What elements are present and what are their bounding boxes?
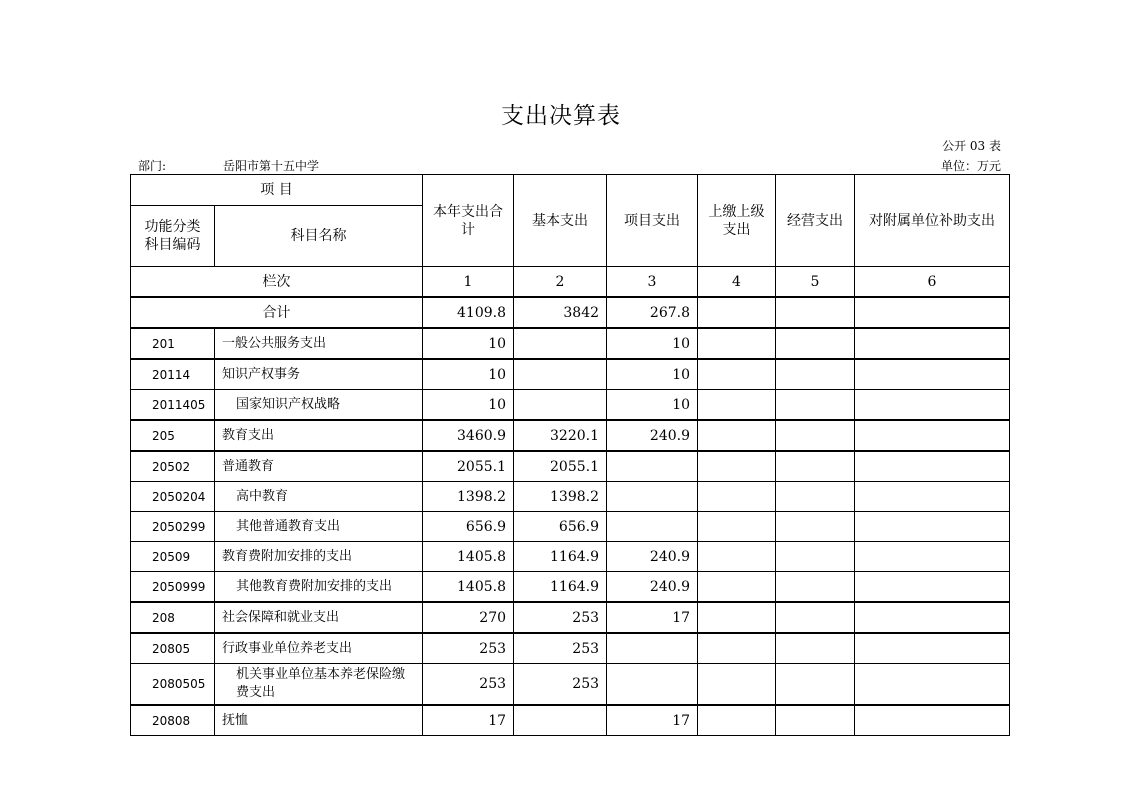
row-value <box>776 572 855 603</box>
row-value: 3460.9 <box>423 420 514 451</box>
row-name: 社会保障和就业支出 <box>215 602 423 633</box>
row-value <box>855 542 1010 572</box>
row-value <box>776 664 855 706</box>
department-name: 岳阳市第十五中学 <box>223 159 320 173</box>
row-value <box>607 664 698 706</box>
row-value <box>698 328 776 359</box>
department-label: 部门: <box>138 159 167 173</box>
header-col-5: 经营支出 <box>776 175 855 267</box>
row-name: 教育支出 <box>215 420 423 451</box>
row-code: 201 <box>131 328 215 359</box>
row-name: 普通教育 <box>215 451 423 482</box>
row-value <box>698 542 776 572</box>
header-name: 科目名称 <box>215 206 423 267</box>
row-value <box>514 328 607 359</box>
row-value: 253 <box>514 633 607 664</box>
row-value <box>855 705 1010 736</box>
row-value <box>776 390 855 421</box>
header-col-4: 上缴上级支出 <box>698 175 776 267</box>
row-value <box>698 572 776 603</box>
row-value: 10 <box>423 359 514 390</box>
row-value <box>776 482 855 512</box>
col-num: 1 <box>423 267 514 298</box>
row-value: 1164.9 <box>514 542 607 572</box>
row-name: 国家知识产权战略 <box>215 390 423 421</box>
row-value <box>855 572 1010 603</box>
row-value: 656.9 <box>514 512 607 542</box>
row-value: 240.9 <box>607 420 698 451</box>
row-value <box>698 359 776 390</box>
row-code: 20502 <box>131 451 215 482</box>
table-row <box>131 359 1010 390</box>
expenditure-table <box>130 174 1010 736</box>
row-code: 20114 <box>131 359 215 390</box>
row-value: 1405.8 <box>423 572 514 603</box>
row-value: 656.9 <box>423 512 514 542</box>
table-row <box>131 512 1010 542</box>
total-value <box>698 297 776 328</box>
row-value: 1398.2 <box>514 482 607 512</box>
row-value <box>607 482 698 512</box>
table-row <box>131 602 1010 633</box>
row-value <box>776 633 855 664</box>
row-value: 10 <box>607 390 698 421</box>
row-code: 20805 <box>131 633 215 664</box>
row-value <box>607 633 698 664</box>
row-value <box>698 482 776 512</box>
row-code: 208 <box>131 602 215 633</box>
row-value <box>514 705 607 736</box>
row-value: 1405.8 <box>423 542 514 572</box>
row-code: 2050299 <box>131 512 215 542</box>
row-value <box>855 451 1010 482</box>
row-value: 10 <box>607 328 698 359</box>
row-value: 2055.1 <box>514 451 607 482</box>
table-row <box>131 705 1010 736</box>
row-name: 行政事业单位养老支出 <box>215 633 423 664</box>
row-value <box>776 705 855 736</box>
row-value <box>698 705 776 736</box>
table-row <box>131 451 1010 482</box>
row-value <box>776 602 855 633</box>
row-value <box>855 390 1010 421</box>
total-value <box>855 297 1010 328</box>
row-value: 253 <box>514 602 607 633</box>
row-value <box>607 512 698 542</box>
row-name: 其他普通教育支出 <box>215 512 423 542</box>
table-row <box>131 572 1010 603</box>
unit-label: 单位：万元 <box>940 159 1001 173</box>
header-col-6: 对附属单位补助支出 <box>855 175 1010 267</box>
col-num: 5 <box>776 267 855 298</box>
table-row <box>131 664 1010 706</box>
table-row <box>131 482 1010 512</box>
row-value <box>698 451 776 482</box>
header-item: 项 目 <box>131 175 423 206</box>
row-value: 17 <box>607 602 698 633</box>
total-value: 4109.8 <box>423 297 514 328</box>
row-code: 2080505 <box>131 664 215 706</box>
row-value: 10 <box>607 359 698 390</box>
col-row-label: 栏次 <box>131 267 423 298</box>
row-name: 知识产权事务 <box>215 359 423 390</box>
row-value <box>776 420 855 451</box>
row-value <box>776 328 855 359</box>
row-value <box>776 359 855 390</box>
row-value <box>698 390 776 421</box>
row-code: 20808 <box>131 705 215 736</box>
row-value <box>698 664 776 706</box>
row-value: 10 <box>423 328 514 359</box>
row-name: 其他教育费附加安排的支出 <box>215 572 423 603</box>
table-row <box>131 390 1010 421</box>
row-value <box>514 359 607 390</box>
row-value: 3220.1 <box>514 420 607 451</box>
total-value: 267.8 <box>607 297 698 328</box>
row-value: 240.9 <box>607 542 698 572</box>
table-row <box>131 542 1010 572</box>
row-value <box>698 602 776 633</box>
row-value <box>855 512 1010 542</box>
row-code: 2011405 <box>131 390 215 421</box>
row-value <box>698 420 776 451</box>
row-name: 高中教育 <box>215 482 423 512</box>
row-code: 20509 <box>131 542 215 572</box>
row-value: 10 <box>423 390 514 421</box>
row-value: 2055.1 <box>423 451 514 482</box>
row-value: 253 <box>423 664 514 706</box>
row-code: 2050999 <box>131 572 215 603</box>
header-col-3: 项目支出 <box>607 175 698 267</box>
col-num: 2 <box>514 267 607 298</box>
table-row <box>131 633 1010 664</box>
col-num: 6 <box>855 267 1010 298</box>
row-value <box>776 542 855 572</box>
col-num: 3 <box>607 267 698 298</box>
row-name: 教育费附加安排的支出 <box>215 542 423 572</box>
row-value: 253 <box>514 664 607 706</box>
row-value <box>855 633 1010 664</box>
row-value <box>514 390 607 421</box>
form-number: 公开 03 表 <box>942 139 1001 153</box>
row-code: 2050204 <box>131 482 215 512</box>
row-value: 270 <box>423 602 514 633</box>
row-value <box>776 451 855 482</box>
row-value <box>855 420 1010 451</box>
table-row <box>131 420 1010 451</box>
row-value: 1398.2 <box>423 482 514 512</box>
header-col-1: 本年支出合计 <box>423 175 514 267</box>
header-col-2: 基本支出 <box>514 175 607 267</box>
col-num: 4 <box>698 267 776 298</box>
row-value <box>698 512 776 542</box>
row-value <box>855 602 1010 633</box>
total-value <box>776 297 855 328</box>
row-value: 240.9 <box>607 572 698 603</box>
row-name: 抚恤 <box>215 705 423 736</box>
row-value <box>698 633 776 664</box>
row-value <box>855 328 1010 359</box>
page-title: 支出决算表 <box>501 103 621 129</box>
row-value: 17 <box>423 705 514 736</box>
row-value <box>776 512 855 542</box>
table-row <box>131 328 1010 359</box>
row-name: 一般公共服务支出 <box>215 328 423 359</box>
row-value: 253 <box>423 633 514 664</box>
row-value <box>607 451 698 482</box>
row-value <box>855 482 1010 512</box>
row-value: 1164.9 <box>514 572 607 603</box>
total-value: 3842 <box>514 297 607 328</box>
row-code: 205 <box>131 420 215 451</box>
total-label: 合计 <box>131 297 423 328</box>
row-value: 17 <box>607 705 698 736</box>
header-code: 功能分类科目编码 <box>131 206 215 267</box>
row-value <box>855 664 1010 706</box>
row-value <box>855 359 1010 390</box>
row-name: 机关事业单位基本养老保险缴费支出 <box>215 664 423 706</box>
